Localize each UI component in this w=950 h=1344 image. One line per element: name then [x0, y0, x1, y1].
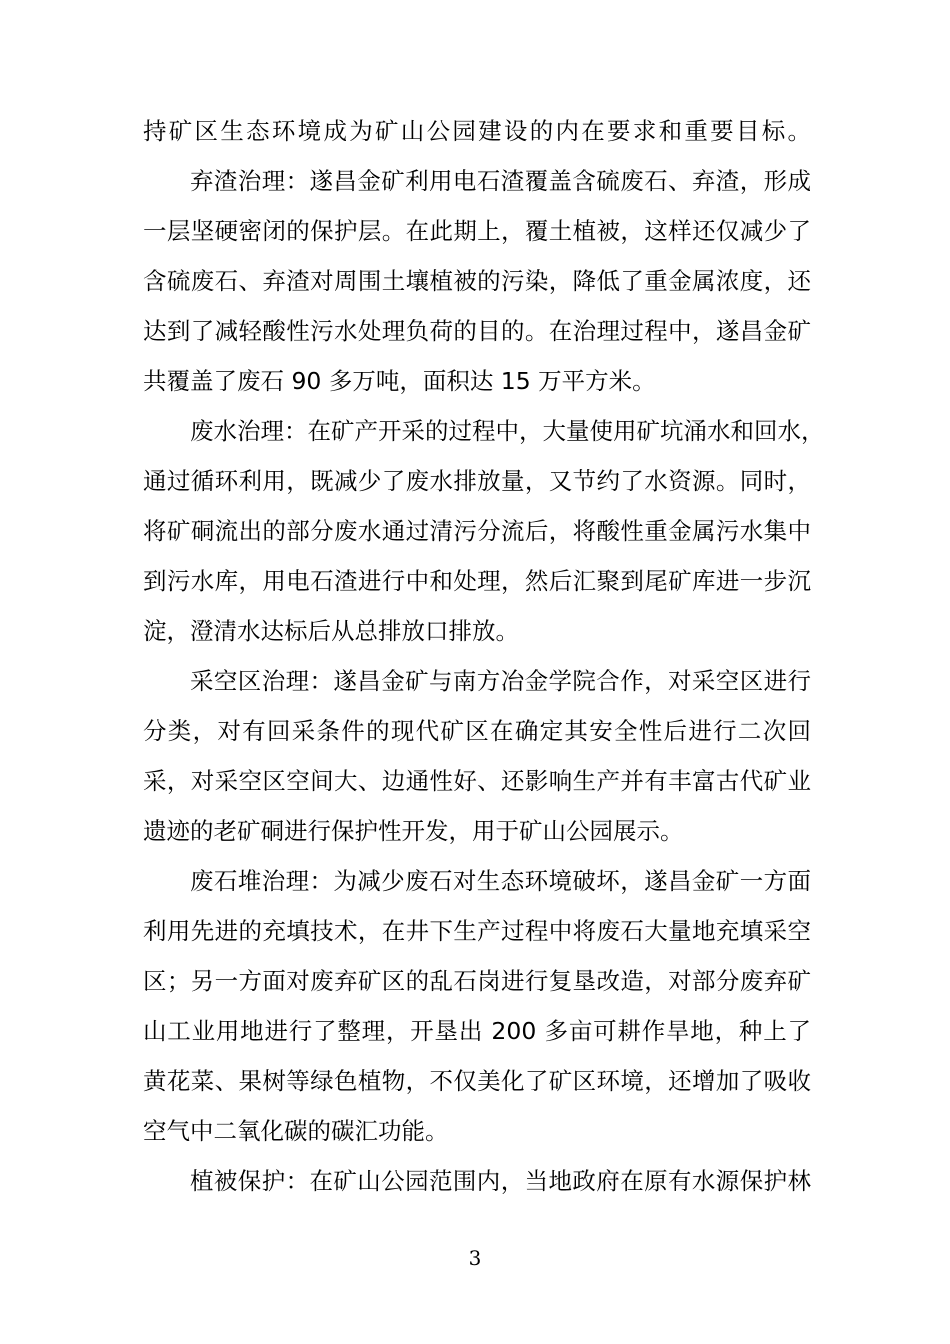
text-line: 通过循环利用，既减少了废水排放量，又节约了水资源。同时，	[143, 467, 811, 495]
body-text	[143, 106, 825, 1206]
text-line: 持矿区生态环境成为矿山公园建设的内在要求和重要目标。	[143, 117, 811, 145]
page-number: 3	[468, 1246, 482, 1270]
text-line: 废石堆治理：为减少废石对生态环境破坏，遂昌金矿一方面	[190, 867, 811, 895]
text-line: 空气中二氧化碳的碳汇功能。	[143, 1117, 449, 1145]
text-line: 到污水库，用电石渣进行中和处理，然后汇聚到尾矿库进一步沉	[143, 567, 811, 595]
text-line: 区；另一方面对废弃矿区的乱石岗进行复垦改造，对部分废弃矿	[143, 967, 811, 995]
text-line: 共覆盖了废石 90 多万吨，面积达 15 万平方米。	[143, 367, 656, 395]
text-line: 黄花菜、果树等绿色植物，不仅美化了矿区环境，还增加了吸收	[143, 1067, 811, 1095]
text-line: 弃渣治理：遂昌金矿利用电石渣覆盖含硫废石、弃渣，形成	[190, 167, 811, 195]
text-line: 遗迹的老矿硐进行保护性开发，用于矿山公园展示。	[143, 817, 684, 845]
text-line: 山工业用地进行了整理，开垦出 200 多亩可耕作旱地，种上了	[143, 1017, 811, 1045]
text-line: 含硫废石、弃渣对周围土壤植被的污染，降低了重金属浓度，还	[143, 267, 811, 295]
text-line: 废水治理：在矿产开采的过程中，大量使用矿坑涌水和回水，	[190, 417, 825, 445]
text-line: 分类，对有回采条件的现代矿区在确定其安全性后进行二次回	[143, 717, 811, 745]
text-line: 采，对采空区空间大、边通性好、还影响生产并有丰富古代矿业	[143, 767, 811, 795]
text-line: 一层坚硬密闭的保护层。在此期上，覆土植被，这样还仅减少了	[143, 217, 811, 245]
text-line: 达到了减轻酸性污水处理负荷的目的。在治理过程中，遂昌金矿	[143, 317, 811, 345]
text-line: 淀，澄清水达标后从总排放口排放。	[143, 617, 519, 645]
text-line: 植被保护：在矿山公园范围内，当地政府在原有水源保护林	[190, 1167, 811, 1195]
text-line: 采空区治理：遂昌金矿与南方冶金学院合作，对采空区进行	[190, 667, 811, 695]
text-line: 将矿硐流出的部分废水通过清污分流后，将酸性重金属污水集中	[143, 517, 811, 545]
text-line: 利用先进的充填技术，在井下生产过程中将废石大量地充填采空	[143, 917, 811, 945]
